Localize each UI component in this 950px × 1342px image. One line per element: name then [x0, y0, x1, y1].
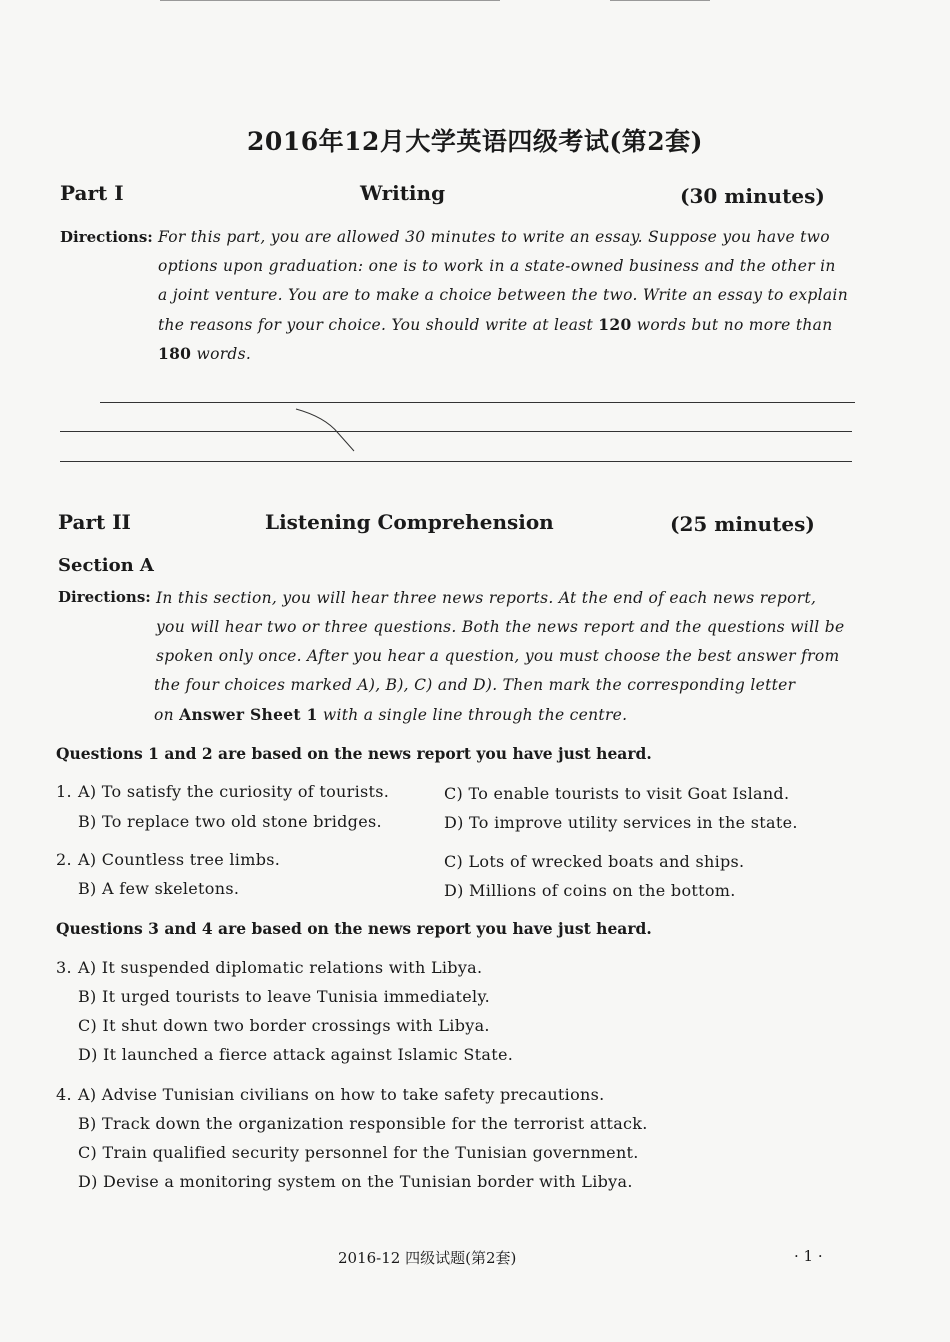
question-number: 3.	[56, 958, 72, 977]
pen-stroke-mark	[290, 405, 360, 455]
option-d: D) Devise a monitoring system on the Tunisian border with Libya.	[78, 1172, 633, 1191]
part1-time: (30 minutes)	[680, 184, 825, 208]
part1-directions-line: options upon graduation: one is to work in a state-owned business and the other in	[158, 257, 836, 275]
part2-directions-line: the four choices marked A), B), C) and D). Then mark the corresponding letter	[154, 676, 796, 694]
option-a: A) To satisfy the curiosity of tourists.	[78, 782, 390, 801]
section-a-label: Section A	[58, 555, 154, 576]
option-b: B) To replace two old stone bridges.	[78, 812, 382, 831]
scan-edge-line	[610, 0, 710, 1]
footer-code: 2016-12 四级试题(第2套)	[338, 1249, 517, 1267]
scan-edge-line	[160, 0, 500, 1]
question-number: 2.	[56, 850, 72, 869]
option-d: D) To improve utility services in the state.	[444, 813, 798, 832]
part2-name: Listening Comprehension	[265, 510, 554, 534]
question-group-heading: Questions 1 and 2 are based on the news report you have just heard.	[56, 744, 652, 763]
option-d: D) It launched a fierce attack against Islamic State.	[78, 1045, 514, 1064]
part2-directions-line: on Answer Sheet 1 with a single line through the centre.	[154, 705, 628, 724]
answer-sheet-ref: Answer Sheet 1	[179, 705, 318, 724]
part1-label: Part I	[60, 181, 124, 205]
part1-directions-line: the reasons for your choice. You should write at least 120 words but no more than	[158, 315, 833, 334]
question-number: 4.	[56, 1085, 72, 1104]
option-a: A) Advise Tunisian civilians on how to take safety precautions.	[78, 1085, 605, 1104]
part1-directions-label: Directions:	[60, 228, 153, 246]
option-b: B) A few skeletons.	[78, 879, 240, 898]
part2-time: (25 minutes)	[670, 512, 815, 536]
part1-directions-line: 180 words.	[158, 344, 252, 363]
question-number: 1.	[56, 782, 72, 801]
part1-directions-line: a joint venture. You are to make a choice between the two. Write an essay to explain	[158, 286, 848, 304]
part1-name: Writing	[360, 181, 446, 205]
option-c: C) It shut down two border crossings with Libya.	[78, 1016, 490, 1035]
option-c: C) Lots of wrecked boats and ships.	[444, 852, 745, 871]
writing-line	[100, 402, 855, 403]
writing-line	[60, 461, 852, 462]
option-b: B) It urged tourists to leave Tunisia immediately.	[78, 987, 491, 1006]
min-words: 120	[598, 315, 632, 334]
part2-label: Part II	[58, 510, 131, 534]
part2-directions-line: spoken only once. After you hear a question, you must choose the best answer from	[156, 647, 840, 665]
writing-line	[60, 431, 852, 432]
exam-title: 2016年12月大学英语四级考试(第2套)	[247, 127, 703, 156]
option-a: A) Countless tree limbs.	[78, 850, 281, 869]
option-b: B) Track down the organization responsible for the terrorist attack.	[78, 1114, 648, 1133]
question-group-heading: Questions 3 and 4 are based on the news report you have just heard.	[56, 919, 652, 938]
part2-directions-line: In this section, you will hear three news reports. At the end of each news report,	[156, 589, 817, 607]
option-d: D) Millions of coins on the bottom.	[444, 881, 736, 900]
option-a: A) It suspended diplomatic relations with Libya.	[78, 958, 483, 977]
max-words: 180	[158, 344, 192, 363]
option-c: C) Train qualified security personnel for the Tunisian government.	[78, 1143, 639, 1162]
part2-directions-line: you will hear two or three questions. Both the news report and the questions will be	[156, 618, 845, 636]
option-c: C) To enable tourists to visit Goat Island.	[444, 784, 790, 803]
page-number: · 1 ·	[794, 1247, 823, 1265]
part1-directions-line: For this part, you are allowed 30 minutes to write an essay. Suppose you have two	[158, 228, 830, 246]
part2-directions-label: Directions:	[58, 588, 151, 606]
